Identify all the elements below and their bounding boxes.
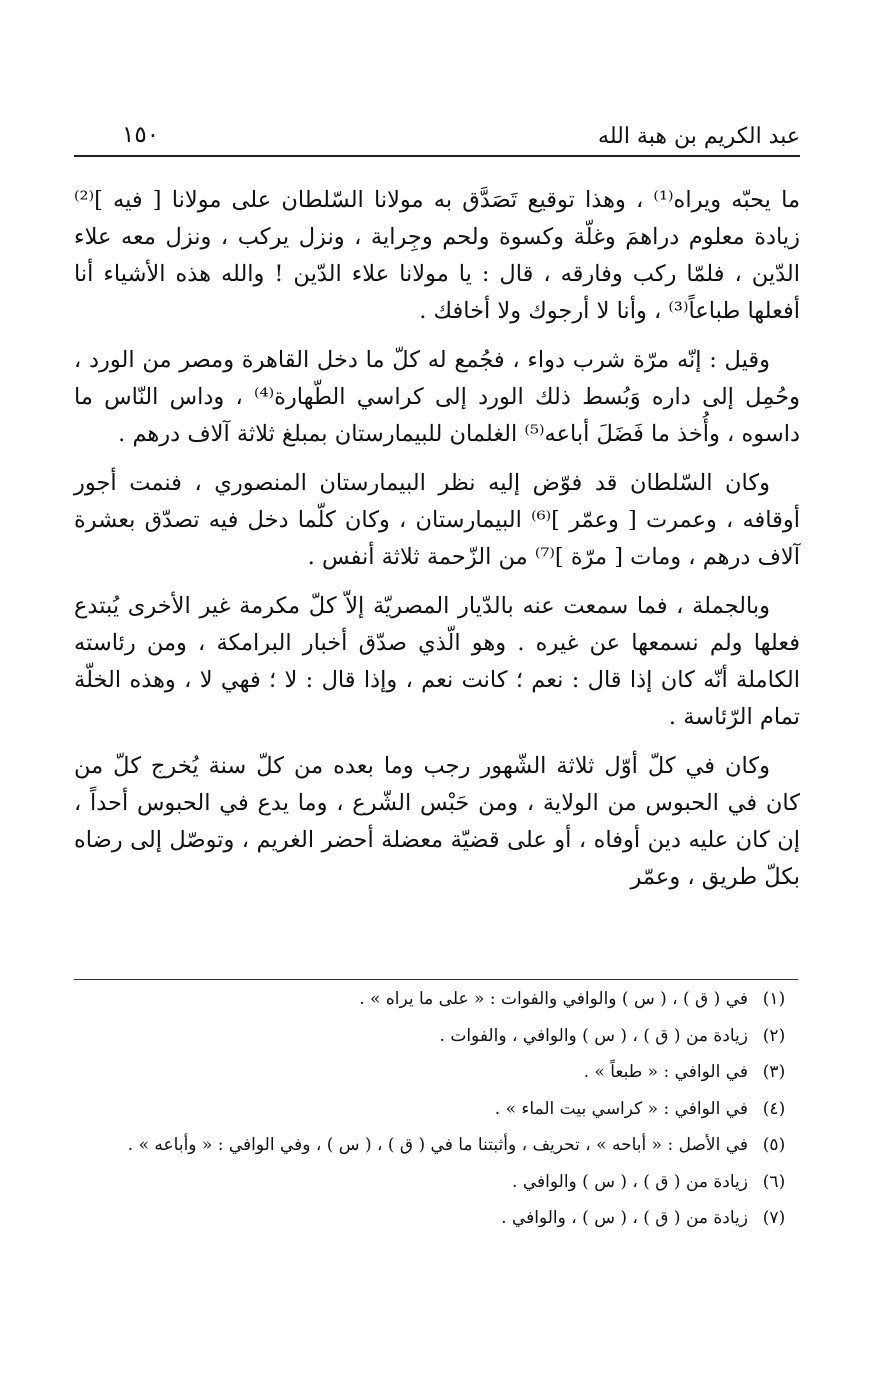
footnote-number: (٣) <box>762 1062 786 1082</box>
footnote-text: زيادة من ( ق ) ، ( س ) ، والوافي . <box>501 1208 748 1228</box>
footnote-text: في الوافي : « كراسي بيت الماء » . <box>494 1098 748 1119</box>
footnote-number: (٥) <box>762 1135 786 1155</box>
paragraph-3: وكان السّلطان قد فوّض إليه نظر البيمارستان المنصوري ، فنمت أجور أوقافه ، وعمرت [ وعمّر ]⁽⁶⁾ البيمارستان ، وكان كلّما دخل فيه تصدّق بعشرة آلاف درهم ، ومات [ مرّة ]⁽⁷⁾ من الزّحمة ثلاثة أنفس . <box>74 470 800 570</box>
page-number: ١٥٠ <box>122 122 160 148</box>
paragraph-2: وقيل : إنّه مرّة شرب دواء ، فجُمع له كلّ ما دخل القاهرة ومصر من الورد ، وحُمِل إلى داره وَبُسط ذلك الورد إلى كراسي الطّهارة⁽⁴⁾ ، وداس النّاس ما داسوه ، وأُخذ ما فَضَلَ أباعه⁽⁵⁾ الغلمان للبيمارستان بمبلغ ثلاثة آلاف درهم . <box>74 347 801 447</box>
running-header <box>88 118 800 158</box>
footnote-number: (١) <box>762 989 786 1009</box>
paragraph-4: وبالجملة ، فما سمعت عنه بالدّيار المصريّة إلاّ كلّ مكرمة غير الأخرى يُبتدع فعلها ولم نسمعها عن غيره . وهو الّذي صدّق أخبار البرامكة ، ومن رئاسته الكاملة أنّه كان إذا قال : نعم ؛ كانت نعم ، وإذا قال : لا ؛ فهي لا ، وهذه الخلّة تمام الرّئاسة . <box>74 593 800 730</box>
footnote-text: في الأصل : « أباحه » ، تحريف ، وأثبتنا ما في ( ق ) ، ( س ) ، وفي الوافي : « وأباعه » . <box>127 1135 748 1155</box>
footnote-text: زيادة من ( ق ) ، ( س ) والوافي . <box>512 1171 748 1192</box>
footnote-number: (٤) <box>762 1098 786 1119</box>
footnote-number: (٢) <box>762 1025 786 1046</box>
footnote-item <box>74 1172 800 1209</box>
footnote-text: في الوافي : « طبعاً » . <box>583 1062 748 1082</box>
footnote-number: (٧) <box>762 1208 786 1228</box>
footnotes <box>74 989 800 1245</box>
footnote-item <box>74 1062 800 1099</box>
header-rule <box>74 155 800 157</box>
footnote-rule <box>74 979 798 980</box>
paragraph-1: ما يحبّه ويراه⁽¹⁾ ، وهذا توقيع تَصَدَّق به مولانا السّلطان على مولانا [ فيه ]⁽²⁾ زيادة معلوم دراهمَ وغلّة وكسوة ولحم وجِراية ، ونزل يركب ، ونزل معه علاء الدّين ، فلمّا ركب وفارقه ، قال : يا مولانا علاء الدّين ! والله هذه الأشياء أنا أفعلها طباعاً⁽³⁾ ، وأنا لا أرجوك ولا أخافك . <box>74 187 800 324</box>
body-text <box>74 182 800 896</box>
footnote-item <box>74 1099 800 1136</box>
footnote-text: زيادة من ( ق ) ، ( س ) والوافي ، والفوات . <box>439 1025 748 1046</box>
running-title: عبد الكريم بن هبة الله <box>598 124 800 149</box>
footnote-text: في ( ق ) ، ( س ) والوافي والفوات : « على ما يراه » . <box>359 989 748 1009</box>
footnote-item <box>74 1026 800 1063</box>
paragraph-5: وكان في كلّ أوّل ثلاثة الشّهور رجب وما بعده من كلّ سنة يُخرج كلّ من كان في الحبوس من الولاية ، ومن حَبْس الشّرع ، وما يدع في الحبوس أحداً ، إن كان عليه دين أوفاه ، أو على قضيّة معضلة أحضر الغريم ، وتوصّل إلى رضاه بكلّ طريق ، وعمّر <box>74 753 800 890</box>
footnote-item <box>74 1208 800 1245</box>
footnote-item <box>74 1135 800 1172</box>
footnote-number: (٦) <box>762 1171 786 1192</box>
footnote-item <box>74 989 800 1026</box>
